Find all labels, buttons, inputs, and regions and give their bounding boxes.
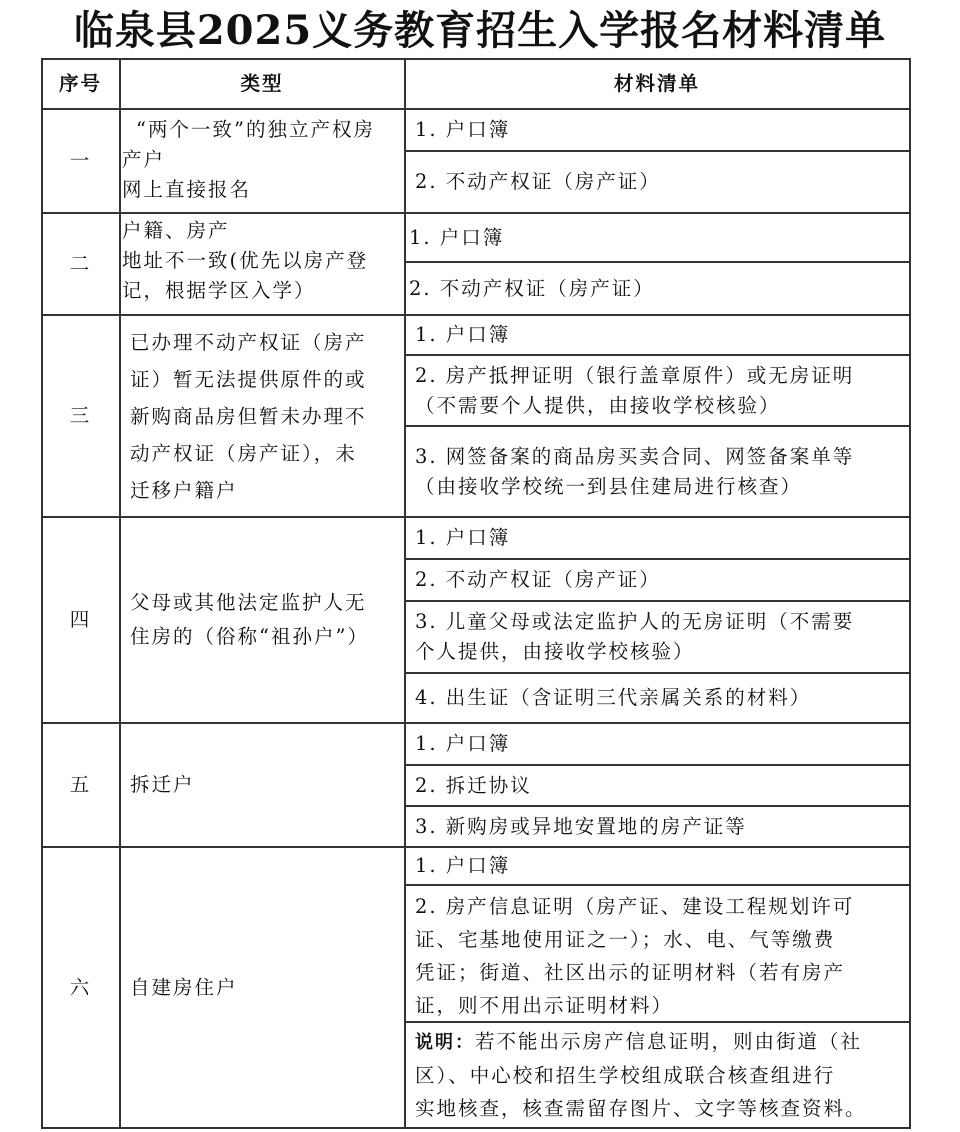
row-type-line: 户籍、房产	[122, 219, 230, 242]
row-type-line: 迁移户籍户	[130, 478, 238, 502]
row-number: 三	[69, 404, 92, 427]
note-line: 区）、中心校和招生学校组成联合核查组进行	[415, 1064, 836, 1087]
header-no: 序号	[58, 72, 102, 95]
material-item	[405, 890, 909, 1022]
row-number: 六	[69, 975, 92, 999]
material-item: 1. 户口簿	[415, 118, 511, 141]
row-type-line: 父母或其他法定监护人无	[130, 591, 367, 614]
material-item-line: 证，则不用出示证明材料）	[415, 994, 674, 1017]
material-item-line: （不需要个人提供，由接收学校核验）	[415, 393, 781, 417]
note-label: 说明：	[415, 1032, 475, 1053]
row-type	[120, 115, 404, 205]
row-type-line: 动产权证（房产证），未	[130, 441, 357, 465]
material-item: 1. 户口簿	[415, 526, 511, 549]
table-border	[41, 1127, 911, 1129]
material-item: 4. 出生证（含证明三代亲属关系的材料）	[415, 686, 812, 709]
page-title: 临泉县2025义务教育招生入学报名材料清单	[73, 7, 887, 54]
material-item-line: （由接收学校统一到县住建局进行核查）	[415, 474, 803, 498]
row-type	[120, 216, 404, 306]
row-type-line: 地址不一致(优先以房产登	[122, 249, 369, 272]
material-item-line: 凭证；街道、社区出示的证明材料（若有房产	[415, 961, 846, 984]
material-item	[405, 602, 909, 672]
row-type-line: 产户	[122, 148, 166, 171]
table-border	[909, 58, 911, 1129]
row-type: 拆迁户	[130, 773, 195, 796]
row-type-line: 已办理不动产权证（房产	[130, 330, 367, 354]
row-type-line: “两个一致”的独立产权房	[136, 118, 375, 141]
material-item: 1. 户口簿	[409, 225, 505, 249]
material-item: 2. 不动产权证（房产证）	[415, 568, 661, 591]
material-item: 1. 户口簿	[415, 323, 511, 346]
header-materials: 材料清单	[613, 72, 700, 95]
note-line: 实地核查，核查需留存图片、文字等核查资料。	[415, 1097, 867, 1120]
row-number: 二	[69, 252, 92, 275]
material-item: 3. 新购房或异地安置地的房产证等	[415, 814, 747, 838]
material-item-line: 3. 网签备案的商品房买卖合同、网签备案单等	[415, 444, 855, 468]
row-type-line: 记，根据学区入学）	[122, 279, 316, 302]
row-number: 四	[69, 608, 92, 631]
material-item-line: 3. 儿童父母或法定监护人的无房证明（不需要	[415, 610, 855, 633]
material-item-line: 证、宅基地使用证之一）；水、电、气等缴费	[415, 928, 836, 951]
row-type: 自建房住户	[130, 975, 238, 999]
material-item: 2. 不动产权证（房产证）	[409, 276, 655, 300]
header-type: 类型	[240, 72, 284, 95]
subrow-divider	[404, 884, 911, 886]
material-item-line: 2. 房产信息证明（房产证、建设工程规划许可	[415, 895, 855, 918]
material-item: 2. 拆迁协议	[415, 773, 532, 797]
material-item	[405, 427, 909, 516]
material-item: 1. 户口簿	[415, 732, 511, 755]
row-type-line: 网上直接报名	[122, 178, 252, 201]
row-type-line: 证）暂无法提供原件的或	[130, 367, 367, 391]
row-type-line: 住房的（俗称“祖孙户”）	[130, 625, 369, 648]
note-line: 若不能出示房产信息证明，则由街道（社	[475, 1030, 863, 1053]
row-number: 一	[69, 149, 92, 172]
row-type	[120, 518, 404, 722]
note	[405, 1025, 909, 1125]
material-item-line: 个人提供，由接收学校核验）	[415, 640, 695, 663]
row-type-line: 新购商品房但暂未办理不	[130, 404, 367, 428]
row-type	[120, 316, 404, 516]
material-item: 1. 户口簿	[415, 854, 511, 877]
row-number: 五	[69, 773, 92, 796]
material-item	[405, 356, 909, 425]
material-item: 2. 不动产权证（房产证）	[415, 170, 661, 193]
material-item-line: 2. 房产抵押证明（银行盖章原件）或无房证明	[415, 363, 855, 387]
